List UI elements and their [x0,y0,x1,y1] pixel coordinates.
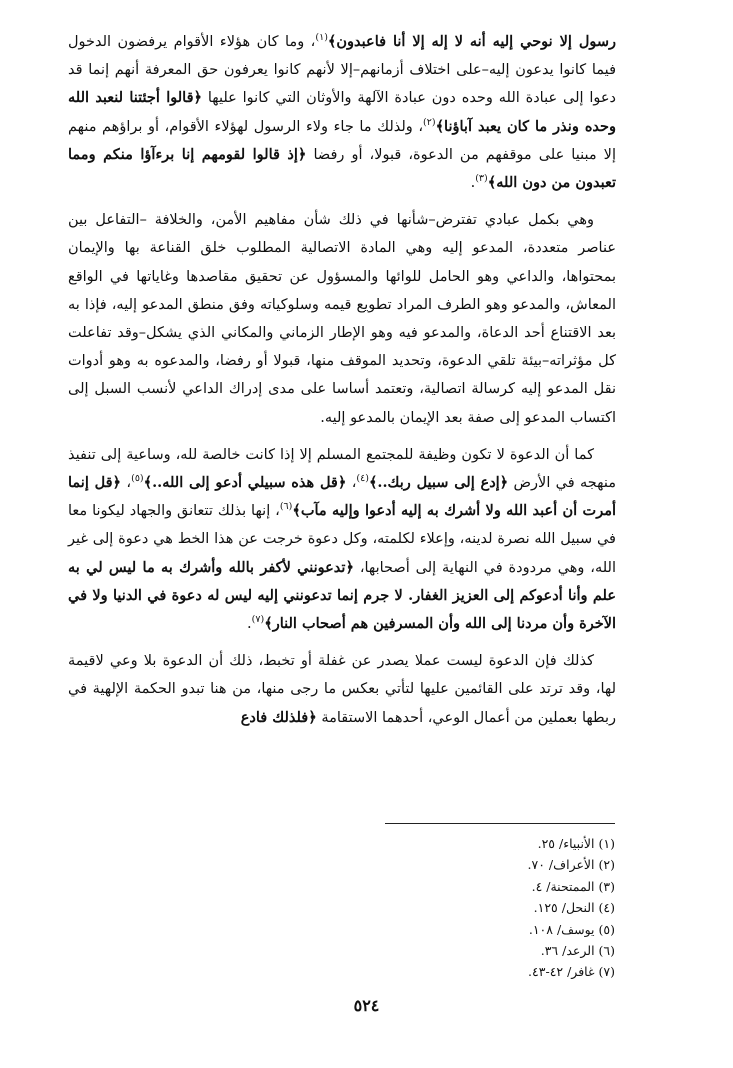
quran-quote: ﴿فلذلك فادع [240,708,317,726]
footnotes [528,833,615,983]
text-run: ، وما كان هؤلاء الأقوام يرفضون الدخول فيما كانوا يدعون إليه–على اختلاف أزمانهم–إلا لأنهم كانوا يعرفون حق المعرفة أنهم إنما قد دعوا إلى عبادة الله وحده دون عبادة الآلهة والأوثان التي كانوا عليها [68,34,616,107]
paragraph [68,28,616,197]
quran-quote: ﴿قل إنما أمرت أن أعبد الله ولا أشرك به إليه أدعوا وإليه مآب﴾ [68,474,617,520]
text-run: . [247,616,252,633]
text-run: كما أن الدعوة لا تكون وظيفة للمجتمع المسلم إلا إذا كانت خالصة لله، وساعية إلى تنفيذ منهجه في الأرض [68,446,616,492]
footnote: (٣) الممتحنة/ ٤. [531,878,615,894]
text-run: ، ولذلك ما جاء ولاء الرسول لهؤلاء الأقوام، أو براؤهم منهم إلا مبنيا على موقفهم من الدعوة، قبولا، أو رفضا [68,118,616,163]
footnote: (٤) النحل/ ١٢٥. [533,900,615,916]
footnote-reference: (٣) [475,173,488,185]
footnote-reference: (١) [315,32,328,44]
text-run: وهي بكمل عبادي تفترض–شأنها في ذلك شأن مفاهيم الأمن، والخلافة –التفاعل بين عناصر متعددة، المدعو إليه وهي المادة الاتصالية المطلوب خلق القناعة بها والإيمان بمحتواها، والداعي وهو الحامل للوائها والمسؤول عن تحقيق مقاصدها وغاياتها في الواقع المعاش، والمدعو وهو الطرف المراد تطويع قيمه وسلوكياته وفق منطق المدعو إليه، فإذا به بعد الاقتناع أحد الدعاة، والمدعو فيه وهو الإطار الزماني والمكاني الذي يشكل–وقد تفاعلت كل مؤثراته–بيئة تلقي الدعوة، وتحديد الموقف منها، قبولا أو رفضا، والمدعوه به وهو أدوات نقل المدعو إليه كرسالة اتصالية، وتعتمد أساسا على مدى إدراك الداعي لأنسب السبل إلى اكتساب المدعو إلى صفة بعد الإيمان بالمدعو إليه. [68,212,616,426]
text-run: . [470,175,476,192]
footnote-reference: (٧) [251,614,265,626]
paragraph [68,441,616,638]
footnote-reference: (٥) [131,473,144,485]
paragraph [68,206,616,432]
text-run: ، إنها بذلك تتعانق والجهاد ليكونا معا في سبيل الله نصرة لدينه، وإعلاء لكلمته، وكل دعوة خرجت عن هذا الخط هي دعوة إلى غير الله، وهي مردودة في النهاية إلى أصحابها، [68,503,616,576]
footnote: (١) الأنبياء/ ٢٥. [537,836,615,851]
text-run: ، [121,475,132,492]
paragraph [68,647,616,732]
quran-quote: رسول إلا نوحي إليه أنه لا إله إلا أنا فاعبدون﴾ [327,33,617,50]
main-text [68,28,616,741]
quran-quote: ﴿قالوا أجئتنا لنعبد الله وحده ونذر ما كان يعبد آباؤنا﴾ [68,89,616,135]
footnote: (٧) غافر/ ٤٢-٤٣. [528,964,615,980]
footnote-divider [385,823,615,824]
text-run: كذلك فإن الدعوة ليست عملا يصدر عن غفلة أو تخبط، ذلك أن الدعوة بلا وعي لاقيمة لها، وقد ترتد على القائمين عليها لتأتي بعكس ما رجى منها، من هنا تبدو الحكمة الإلهية في ربطها بعملين من أعمال الوعي، أحدهما الاستقامة [68,653,616,726]
footnote-reference: (٢) [423,116,436,128]
quran-quote: ﴿قل هذه سبيلي أدعو إلى الله..﴾ [143,474,347,492]
footnote: (٦) الرعد/ ٣٦. [540,943,615,959]
footnote-reference: (٦) [279,501,293,513]
footnote-reference: (٤) [356,473,369,485]
quran-quote: ﴿تدعونني لأكفر بالله وأشرك به ما ليس لي به علم وأنا أدعوكم إلى العزيز الغفار. لا جرم إنما تدعونني إليه ليس له دعوة في الدنيا ولا في الآخرة وأن مردنا إلى الله وأن المسرفين هم أصحاب النار﴾ [68,558,616,633]
footnote: (٢) الأعراف/ ٧٠. [527,857,615,873]
page-number: ٥٢٤ [353,996,380,1015]
quran-quote: ﴿إدع إلى سبيل ربك..﴾ [368,474,509,492]
text-run: ، [346,475,357,492]
quran-quote: ﴿إذ قالوا لقومهم إنا برءآؤا منكم ومما تعبدون من دون الله﴾ [68,145,616,192]
footnote: (٥) يوسف/ ١٠٨. [528,921,615,937]
